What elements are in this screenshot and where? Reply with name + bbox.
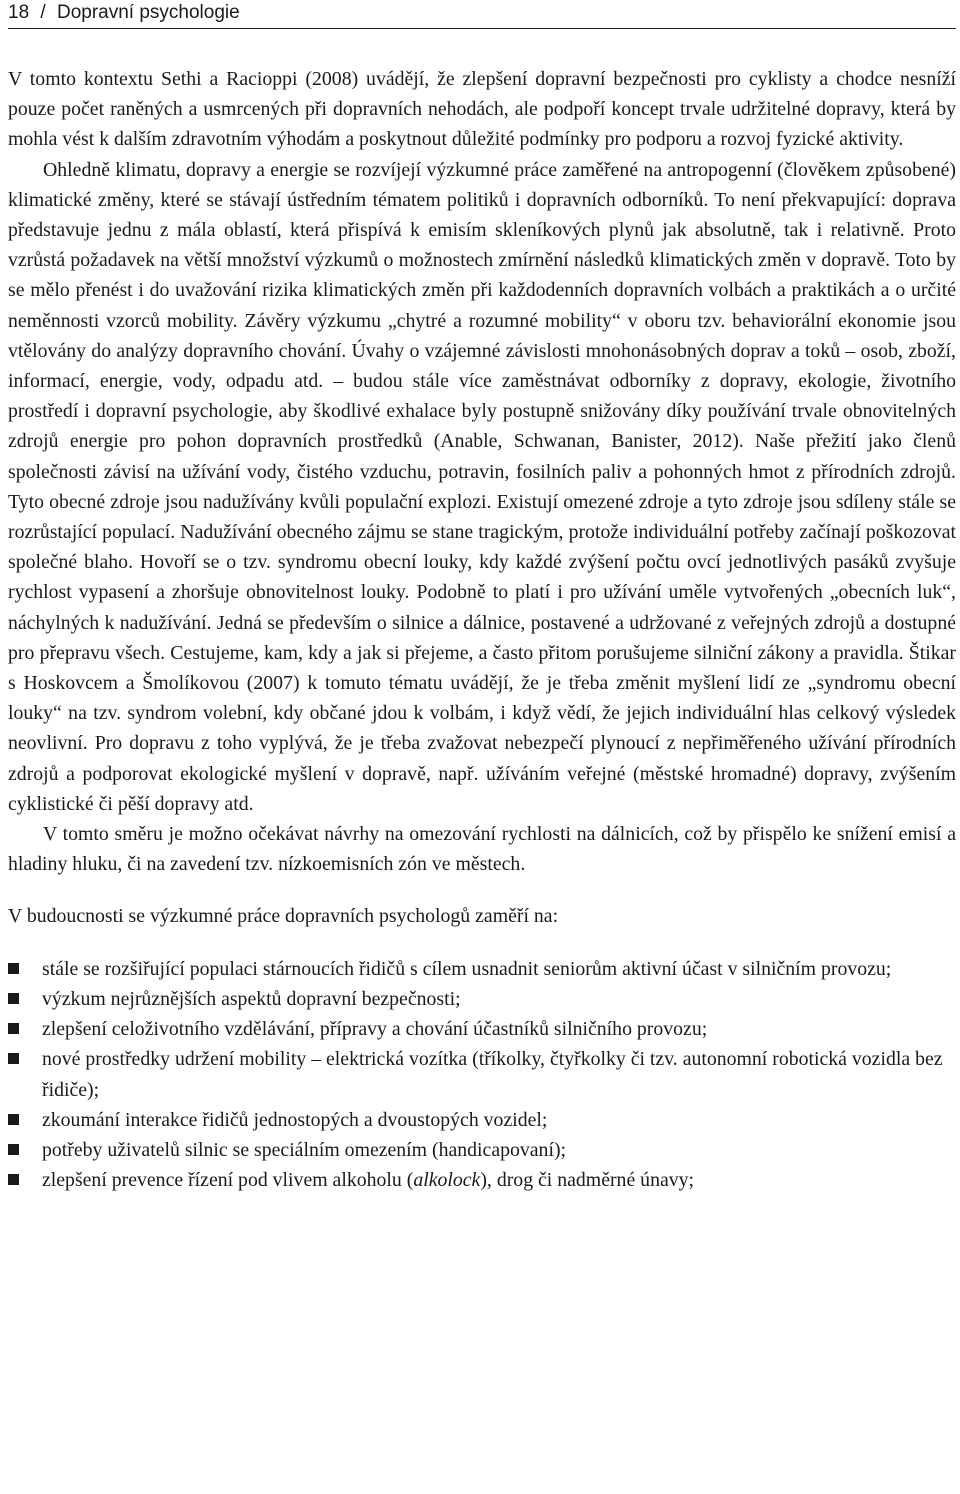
paragraph-context: V tomto kontextu Sethi a Racioppi (2008) uvádějí, že zlepšení dopravní bezpečnosti pro cyklisty a chodce nesníží pouze počet raněných a usmrcených při dopravních nehodách, ale podpoří koncept trvale udržitelné dopravy, která by mohla vést k dalším zdravotním výhodám a poskytnout důležité podmínky pro podporu a rozvoj fyzické aktivity. [8,68,956,151]
bullet-square-icon [8,1023,19,1034]
bullet-square-icon [8,1144,19,1155]
bullet-square-icon [8,1174,19,1185]
paragraph-speed-limits: V tomto směru je možno očekávat návrhy na omezování rychlosti na dálnicích, což by přispělo ke snížení emisí a hladiny hluku, či na zavedení tzv. nízkoemisních zón ve městech. [8,823,956,876]
list-item: zkoumání interakce řidičů jednostopých a dvoustopých vozidel; [8,1105,956,1135]
list-item: stále se rozšiřující populaci stárnoucích řidičů s cílem usnadnit seniorům aktivní účast v silničním provozu; [8,954,956,984]
list-item: zlepšení prevence řízení pod vlivem alkoholu (alkolock), drog či nadměrné únavy; [8,1165,956,1195]
header-separator: / [40,2,46,23]
list-intro: V budoucnosti se výzkumné práce dopravních psychologů zaměří na: [8,905,559,928]
chapter-title: Dopravní psychologie [56,2,240,23]
list-item: výzkum nejrůznějších aspektů dopravní bezpečnosti; [8,984,956,1014]
bullet-square-icon [8,963,19,974]
bullet-square-icon [8,1053,19,1064]
list-item: zlepšení celoživotního vzdělávání, přípravy a chování účastníků silničního provozu; [8,1014,956,1044]
paragraph-climate: Ohledně klimatu, dopravy a energie se rozvíjejí výzkumné práce zaměřené na antropogenní (člověkem způsobené) klimatické změny, které se stávají ústředním tématem politiků i dopravních odborníků. To není překvapující: doprava představuje jednu z mála oblastí, která přispívá k emisím skleníkových plynů jak absolutně, tak i relativně. Proto vzrůstá požadavek na větší množství výzkumů o možnostech zmírnění následků klimatických změn v dopravě. Toto by se mělo přenést i do uvažování rizika klimatických změn při každodenních dopravních volbách a praktikách a o určité neměnnosti vzorců mobility. Závěry výzkumu „chytré a rozumné mobility“ v oboru tzv. behaviorální ekonomie jsou vtělovány do analýzy dopravního chování. Úvahy o vzájemné závislosti mnohonásobných doprav a toků – osob, zboží, informací, energie, vody, odpadu atd. – budou stále více zaměstnávat odborníky z dopravy, ekologie, životního prostředí i dopravní psychologie, aby škodlivé exhalace byly postupně snižovány díky používání trvale obnovitelných zdrojů energie pro pohon dopravních prostředků (Anable, Schwanan, Banister, 2012). Naše přežití jako členů společnosti závisí na užívání vody, čistého vzduchu, potravin, fosilních paliv a pohonných hmot z přírodních zdrojů. Tyto obecné zdroje jsou nadužívány kvůli populační explozi. Existují omezené zdroje a tyto zdroje jsou sdíleny stále se rozrůstající populací. Nadužívání obecného zájmu se stane tragickým, protože individuální potřeby začínají poškozovat společné blaho. Hovoří se o tzv. syndromu obecní louky, kdy každé zvýšení počtu ovcí jednotlivých pasáků zvyšuje rychlost vypasení a zhoršuje obnovitelnost louky. Podobně to platí i pro užívání uměle vytvořených „obecních luk“, náchylných k nadužívání. Jedná se především o silnice a dálnice, postavené a udržované z veřejných zdrojů a dostupné pro přepravu všech. Cestujeme, kam, kdy a jak si přejeme, a často přitom porušujeme silniční zákony a pravidla. Štikar s Hoskovcem a Šmolíkovou (2007) k tomuto tématu uvádějí, že je třeba změnit myšlení lidí ze „syndromu obecní louky“ na tzv. syndrom volební, kdy občané jdou k volbám, i když vědí, že jejich individuální hlas celkový výsledek neovlivní. Pro dopravu z toho vyplývá, že je třeba zvažovat nebezpečí plynoucí z nepřiměřeného užívání přírodních zdrojů a podporovat ekologické myšlení v dopravě, např. užíváním veřejné (městské hromadné) dopravy, zvýšením cyklistické či pěší dopravy atd. [8,158,956,815]
list-item: nové prostředky udržení mobility – elektrická vozítka (tříkolky, čtyřkolky či tzv. autonomní robotická vozidla bez řidiče); [8,1044,956,1104]
bullet-square-icon [8,1114,19,1125]
research-focus-list [8,954,956,1196]
running-header [8,0,956,29]
alkolock-term: alkolock [413,1169,481,1192]
bullet-square-icon [8,993,19,1004]
page-number: 18 [8,2,30,23]
page-body [8,64,956,1195]
list-item: potřeby uživatelů silnic se speciálním omezením (handicapovaní); [8,1135,956,1165]
